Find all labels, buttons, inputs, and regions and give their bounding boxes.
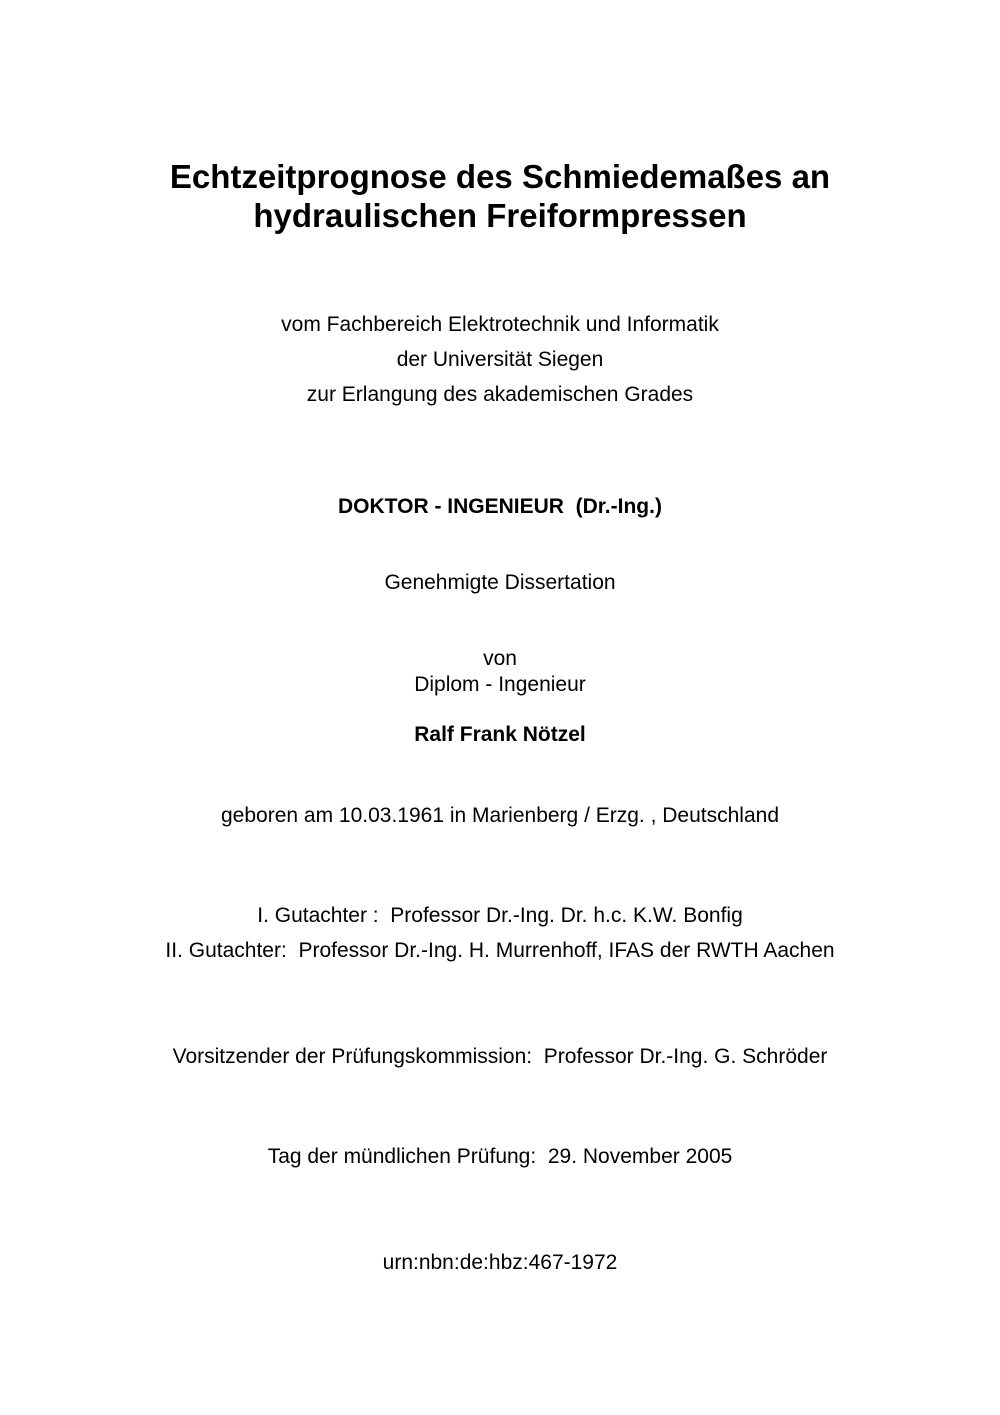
- urn: urn:nbn:de:hbz:467-1972: [382, 1251, 618, 1274]
- author-academic-title: Diplom - Ingenieur: [414, 673, 586, 696]
- submission-line-2: der Universität Siegen: [396, 348, 604, 371]
- exam-date: Tag der mündlichen Prüfung: 29. November 2005: [267, 1145, 733, 1168]
- dissertation-type: Genehmigte Dissertation: [384, 571, 616, 594]
- thesis-title-line-2: hydraulischen Freiformpressen: [253, 197, 747, 234]
- degree: DOKTOR - INGENIEUR (Dr.-Ing.): [338, 495, 662, 518]
- first-reviewer: I. Gutachter : Professor Dr.-Ing. Dr. h.c. K.W. Bonfig: [257, 904, 743, 927]
- author-name: Ralf Frank Nötzel: [414, 723, 586, 746]
- submission-line-1: vom Fachbereich Elektrotechnik und Informatik: [281, 313, 719, 336]
- second-reviewer: II. Gutachter: Professor Dr.-Ing. H. Murrenhoff, IFAS der RWTH Aachen: [165, 939, 835, 962]
- author-by: von: [483, 647, 517, 670]
- committee-chair: Vorsitzender der Prüfungskommission: Professor Dr.-Ing. G. Schröder: [172, 1045, 828, 1068]
- author-birth: geboren am 10.03.1961 in Marienberg / Erzg. , Deutschland: [220, 804, 779, 827]
- submission-line-3: zur Erlangung des akademischen Grades: [306, 383, 694, 406]
- thesis-title-line-1: Echtzeitprognose des Schmiedemaßes an: [169, 158, 831, 195]
